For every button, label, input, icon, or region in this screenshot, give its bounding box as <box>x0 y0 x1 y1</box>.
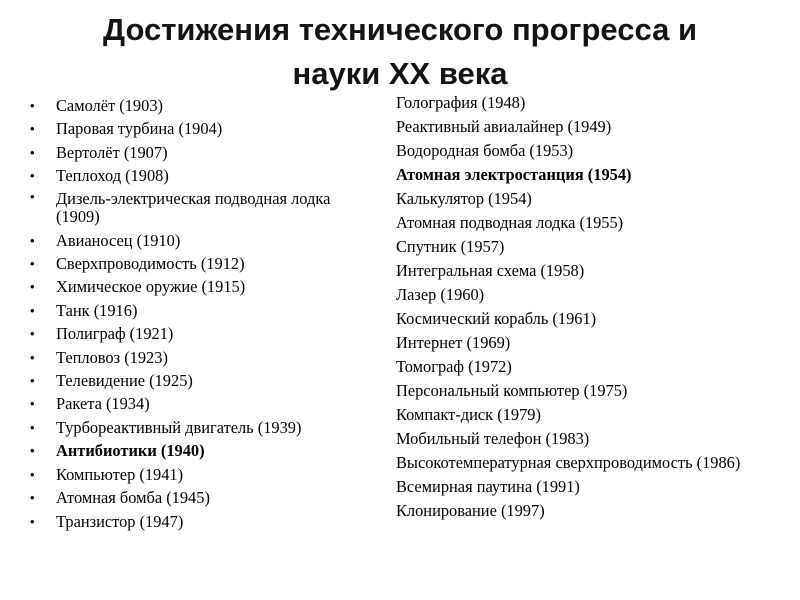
list-item: • Ракета (1934) <box>30 392 375 415</box>
list-item: Интернет (1969) <box>396 333 511 352</box>
slide-title-line-2: науки XX века <box>292 56 508 91</box>
list-item: Персональный компьютер (1975) <box>396 381 628 400</box>
list-item: • Вертолёт (1907) <box>30 141 375 164</box>
list-item: Мобильный телефон (1983) <box>396 429 590 448</box>
list-item: • Паровая турбина (1904) <box>30 117 375 140</box>
list-item: Клонирование (1997) <box>396 501 545 520</box>
list-item: Томограф (1972) <box>396 357 512 376</box>
list-item: • Тепловоз (1923) <box>30 346 375 369</box>
list-item: • Самолёт (1903) <box>30 94 375 117</box>
list-item: Лазер (1960) <box>396 285 485 304</box>
list-item: • Танк (1916) <box>30 299 375 322</box>
list-item: Атомная электростанция (1954) <box>396 165 632 184</box>
list-item: Реактивный авиалайнер (1949) <box>396 117 612 136</box>
list-item: Космический корабль (1961) <box>396 309 597 328</box>
list-item: • Антибиотики (1940) <box>30 439 375 462</box>
list-item: • Авианосец (1910) <box>30 229 375 252</box>
slide-title-line-1: Достижения технического прогресса и <box>102 12 697 47</box>
list-item: • Сверхпроводимость (1912) <box>30 252 375 275</box>
list-item: • Транзистор (1947) <box>30 510 375 533</box>
list-item: Калькулятор (1954) <box>396 189 532 208</box>
list-item: • Компьютер (1941) <box>30 463 375 486</box>
list-item: Атомная подводная лодка (1955) <box>396 213 624 232</box>
list-item: Всемирная паутина (1991) <box>396 477 580 496</box>
list-item: • Атомная бомба (1945) <box>30 486 375 509</box>
list-item: Компакт-диск (1979) <box>396 405 541 424</box>
list-item: • Полиграф (1921) <box>30 322 375 345</box>
list-item: Водородная бомба (1953) <box>396 141 574 160</box>
right-text-list <box>396 91 791 523</box>
list-item: • Химическое оружие (1915) <box>30 275 375 298</box>
list-item: Высокотемпературная сверхпроводимость (1986) <box>396 453 741 472</box>
list-item: • Телевидение (1925) <box>30 369 375 392</box>
left-bullet-list <box>30 94 375 533</box>
list-item: Спутник (1957) <box>396 237 505 256</box>
list-item: • Дизель-электрическая подводная лодка (1909) <box>30 188 375 229</box>
slide-title <box>0 8 800 96</box>
list-item: Голография (1948) <box>396 93 526 112</box>
list-item: Интегральная схема (1958) <box>396 261 585 280</box>
list-item: • Турбореактивный двигатель (1939) <box>30 416 375 439</box>
list-item: • Теплоход (1908) <box>30 164 375 187</box>
